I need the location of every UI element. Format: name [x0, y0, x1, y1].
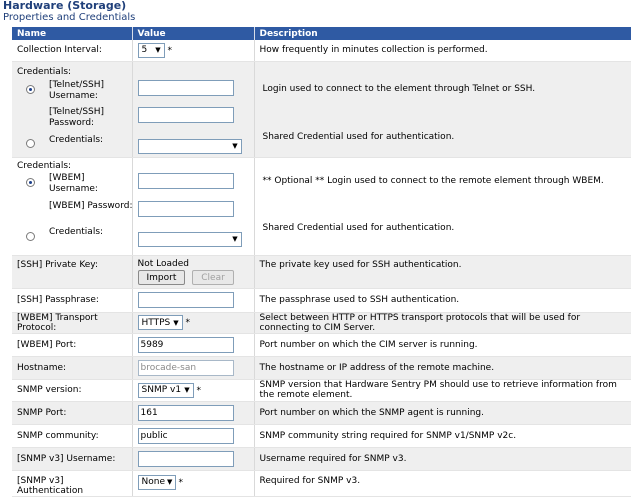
ssh-passphrase-desc: The passphrase used to SSH authentication.	[254, 288, 631, 312]
ssh-passphrase-input[interactable]	[138, 292, 234, 308]
chevron-down-icon: ▼	[155, 46, 161, 55]
ssh-private-key-desc: The private key used for SSH authentication.	[254, 255, 631, 288]
row-ssh-passphrase	[12, 288, 631, 312]
row-snmp-community	[12, 424, 631, 447]
required-mark: *	[178, 477, 183, 488]
wbem-username-input[interactable]	[138, 173, 234, 189]
snmp-v3-username-input[interactable]	[138, 451, 234, 467]
chevron-down-icon: ▼	[173, 318, 179, 327]
import-button[interactable]: Import	[138, 270, 186, 285]
snmp-v3-authentication-desc: Required for SNMP v3.	[254, 470, 631, 496]
radio-login[interactable]	[26, 85, 35, 94]
wbem-password-label: [WBEM] Password:	[49, 200, 133, 211]
telnet-ssh-shared-desc: Shared Credential used for authentication.	[262, 131, 455, 142]
column-header-description: Description	[254, 27, 631, 40]
radio-shared-credential[interactable]	[26, 139, 35, 148]
collection-interval-select[interactable]: 5 ▼	[138, 43, 165, 58]
snmp-v3-username-desc: Username required for SNMP v3.	[254, 447, 631, 470]
page-title: Hardware (Storage)	[3, 0, 127, 12]
wbem-transport-protocol-desc: Select between HTTP or HTTPS transport protocols that will be used for connecting to CIM Server.	[254, 312, 631, 333]
snmp-port-desc: Port number on which the SNMP agent is running.	[254, 401, 631, 424]
chevron-down-icon: ▼	[167, 478, 173, 486]
shared-credentials-label: Credentials:	[49, 226, 104, 237]
column-header-value: Value	[132, 27, 254, 40]
row-ssh-private-key	[12, 255, 631, 288]
ssh-private-key-label: [SSH] Private Key:	[12, 255, 132, 288]
snmp-port-input[interactable]: 161	[138, 405, 234, 421]
telnet-ssh-password-label: [Telnet/SSH] Password:	[49, 106, 105, 128]
required-mark: *	[185, 318, 190, 328]
row-credentials-wbem	[12, 157, 631, 255]
row-snmp-version	[12, 379, 631, 401]
wbem-port-desc: Port number on which the CIM server is running.	[254, 333, 631, 356]
wbem-port-input[interactable]: 5989	[138, 337, 234, 353]
row-wbem-port	[12, 333, 631, 356]
ssh-key-status: Not Loaded	[137, 258, 189, 269]
required-mark: *	[167, 45, 172, 56]
snmp-community-input[interactable]: public	[138, 428, 234, 444]
shared-credentials-label: Credentials:	[49, 134, 104, 145]
row-snmp-port	[12, 401, 631, 424]
chevron-down-icon: ▼	[232, 142, 238, 150]
snmp-version-desc: SNMP version that Hardware Sentry PM should use to retrieve information from the remote element.	[254, 379, 631, 401]
telnet-ssh-username-label: [Telnet/SSH] Username:	[49, 79, 105, 101]
wbem-password-input[interactable]	[138, 201, 234, 217]
chevron-down-icon: ▼	[232, 235, 238, 243]
hostname-input[interactable]: brocade-san	[138, 360, 234, 376]
row-collection-interval	[12, 40, 631, 61]
credentials-label: Credentials:	[17, 160, 72, 171]
credentials-label: Credentials:	[17, 66, 72, 77]
wbem-port-label: [WBEM] Port:	[12, 333, 132, 356]
properties-table	[12, 27, 631, 497]
telnet-ssh-login-desc: Login used to connect to the element through Telnet or SSH.	[262, 83, 536, 94]
page-subtitle: Properties and Credentials	[3, 12, 136, 23]
row-snmp-v3-username	[12, 447, 631, 470]
snmp-port-label: SNMP Port:	[12, 401, 132, 424]
telnet-ssh-username-input[interactable]	[138, 80, 234, 96]
collection-interval-desc: How frequently in minutes collection is performed.	[254, 40, 631, 61]
hostname-label: Hostname:	[12, 356, 132, 379]
snmp-community-label: SNMP community:	[12, 424, 132, 447]
row-wbem-transport-protocol	[12, 312, 631, 333]
required-mark: *	[196, 385, 201, 396]
snmp-v3-authentication-label: [SNMP v3] Authentication	[12, 470, 132, 496]
row-hostname	[12, 356, 631, 379]
snmp-v3-username-label: [SNMP v3] Username:	[12, 447, 132, 470]
column-header-name: Name	[12, 27, 132, 40]
wbem-login-desc: ** Optional ** Login used to connect to the remote element through WBEM.	[262, 175, 604, 186]
snmp-version-select[interactable]: SNMP v1 ▼	[138, 383, 194, 398]
chevron-down-icon: ▼	[184, 386, 190, 394]
row-snmp-v3-authentication	[12, 470, 631, 496]
row-credentials-telnet-ssh	[12, 61, 631, 157]
wbem-transport-protocol-label: [WBEM] Transport Protocol:	[12, 312, 132, 333]
ssh-passphrase-label: [SSH] Passphrase:	[12, 288, 132, 312]
radio-login[interactable]	[26, 178, 35, 187]
telnet-ssh-password-input[interactable]	[138, 107, 234, 123]
shared-credential-select[interactable]	[138, 139, 242, 154]
hostname-desc: The hostname or IP address of the remote machine.	[254, 356, 631, 379]
wbem-shared-credential-select[interactable]	[138, 232, 242, 247]
snmp-version-label: SNMP version:	[12, 379, 132, 401]
wbem-username-label: [WBEM] Username:	[49, 172, 98, 194]
radio-shared-credential[interactable]	[26, 232, 35, 241]
wbem-transport-protocol-select[interactable]: HTTPS ▼	[138, 315, 183, 330]
snmp-community-desc: SNMP community string required for SNMP v1/SNMP v2c.	[254, 424, 631, 447]
collection-interval-label: Collection Interval:	[12, 40, 132, 61]
snmp-v3-authentication-select[interactable]: None ▼	[138, 475, 176, 490]
clear-button[interactable]: Clear	[192, 270, 234, 285]
page-header	[3, 0, 135, 23]
wbem-shared-desc: Shared Credential used for authentication.	[262, 222, 455, 233]
